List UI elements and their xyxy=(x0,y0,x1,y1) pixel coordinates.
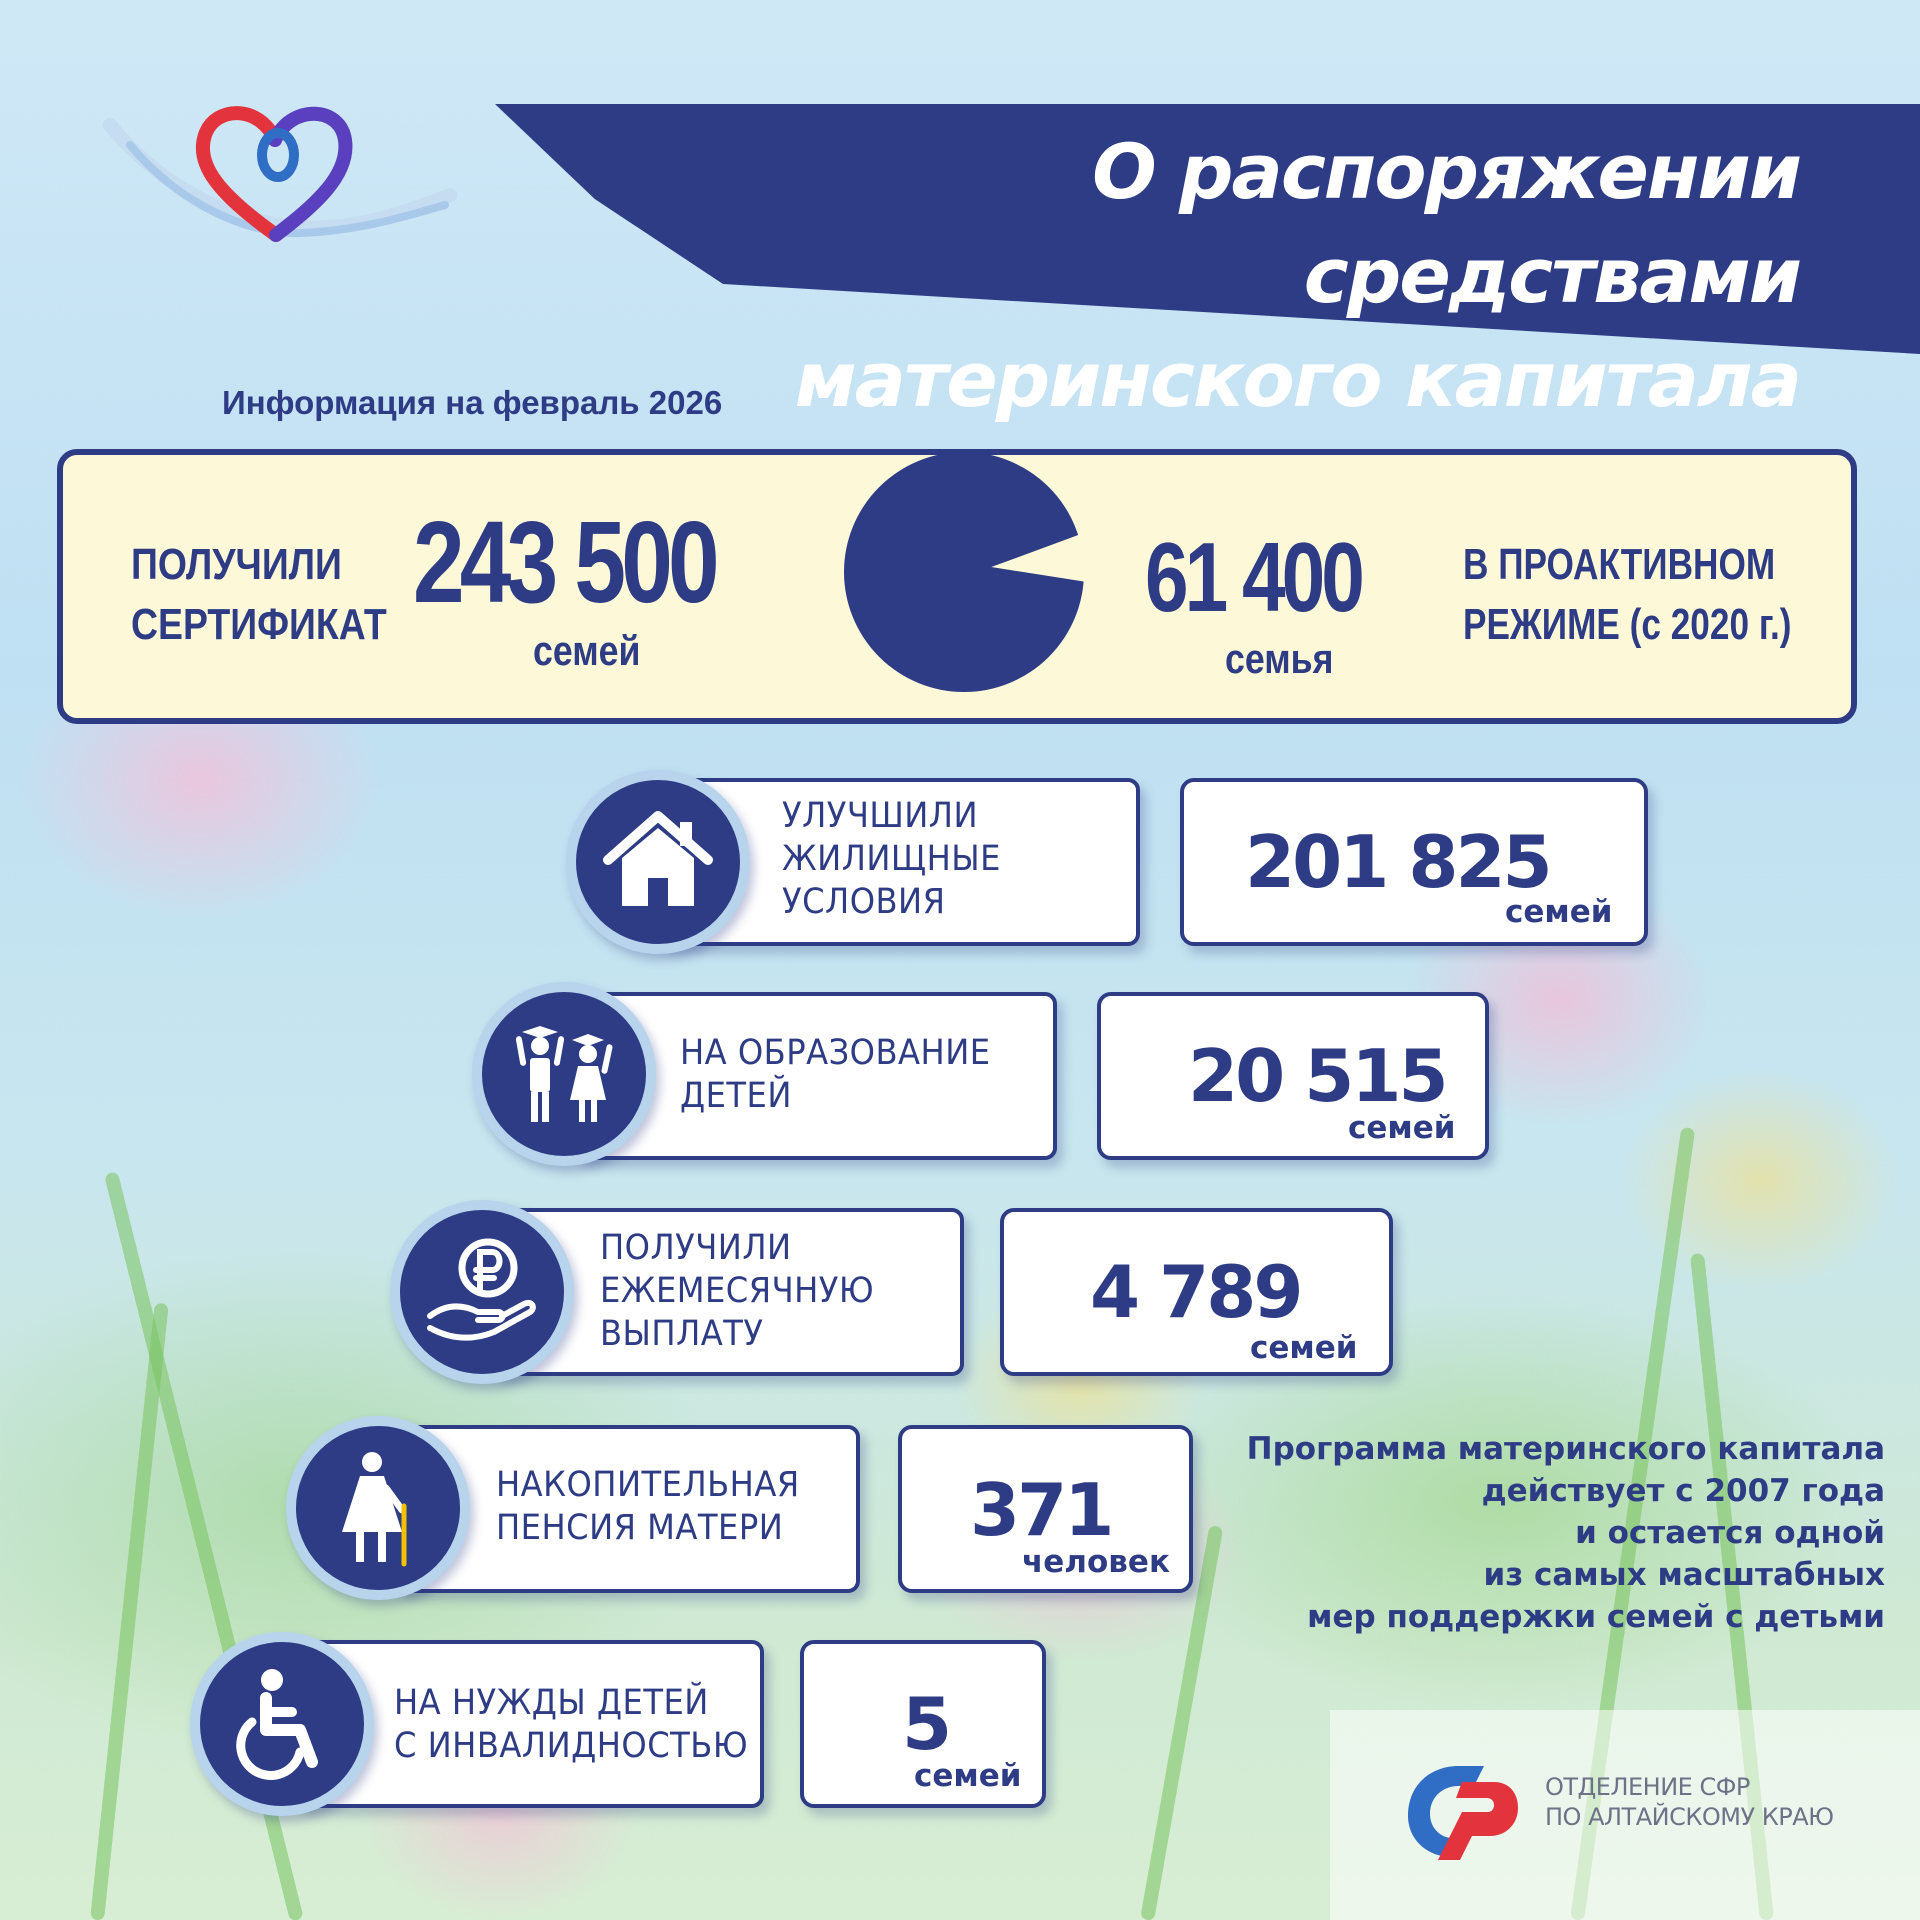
house-icon xyxy=(598,802,718,922)
housing-label-line-1: УЛУЧШИЛИ xyxy=(782,796,979,836)
proactive-unit: семья xyxy=(1225,635,1334,682)
certificate-unit: семей xyxy=(533,627,641,674)
housing-label xyxy=(782,795,1001,924)
pension-label-line-2: ПЕНСИЯ МАТЕРИ xyxy=(496,1508,784,1548)
program-note-line-2: действует с 2007 года xyxy=(1481,1473,1885,1509)
certificate-count: 243 500 xyxy=(413,497,715,627)
education-value: 20 515 xyxy=(1188,1034,1446,1118)
payment-icon-circle xyxy=(390,1200,574,1384)
sfr-logo-icon xyxy=(1398,1752,1523,1862)
title-line-1: О распоряжении средствами xyxy=(1092,127,1800,320)
payment-label xyxy=(600,1227,874,1356)
proactive-label-line-1: В ПРОАКТИВНОМ xyxy=(1463,540,1776,589)
payment-label-line-3: ВЫПЛАТУ xyxy=(600,1314,764,1354)
certificate-label-line-1: ПОЛУЧИЛИ xyxy=(131,540,342,589)
program-note-line-1: Программа материнского капитала xyxy=(1246,1431,1885,1467)
housing-icon-circle xyxy=(566,770,750,954)
elderly-woman-icon xyxy=(318,1448,438,1568)
certificate-label-line-2: СЕРТИФИКАТ xyxy=(131,600,387,649)
organization-name-line-1: ОТДЕЛЕНИЕ СФР xyxy=(1545,1773,1750,1801)
education-label xyxy=(680,1032,991,1118)
program-note-line-5: мер поддержки семей с детьми xyxy=(1307,1599,1885,1635)
pension-unit: человек xyxy=(1022,1544,1170,1580)
payment-label-line-2: ЕЖЕМЕСЯЧНУЮ xyxy=(600,1271,875,1311)
organization-name xyxy=(1545,1772,1915,1832)
education-label-line-1: НА ОБРАЗОВАНИЕ xyxy=(680,1033,991,1073)
organization-name-line-2: ПО АЛТАЙСКОМУ КРАЮ xyxy=(1545,1803,1834,1831)
program-note xyxy=(1125,1428,1885,1638)
payment-value: 4 789 xyxy=(1090,1250,1301,1334)
pension-value: 371 xyxy=(970,1468,1112,1552)
program-note-line-3: и остается одной xyxy=(1575,1515,1885,1551)
proactive-label-line-2: РЕЖИМЕ (с 2020 г.) xyxy=(1463,600,1792,649)
page-title xyxy=(600,120,1800,432)
disability-value: 5 xyxy=(902,1682,950,1766)
title-line-2: материнского капитала xyxy=(794,335,1800,424)
summary-panel xyxy=(57,449,1857,724)
bg-decoration xyxy=(90,1303,169,1920)
payment-unit: семей xyxy=(1250,1330,1358,1366)
education-label-line-2: ДЕТЕЙ xyxy=(680,1076,792,1116)
pension-label-line-1: НАКОПИТЕЛЬНАЯ xyxy=(496,1465,800,1505)
disability-icon-circle xyxy=(190,1632,374,1816)
disability-label-line-2: С ИНВАЛИДНОСТЬЮ xyxy=(394,1726,749,1766)
housing-unit: семей xyxy=(1505,894,1613,930)
education-unit: семей xyxy=(1348,1110,1456,1146)
ruble-hand-icon xyxy=(422,1232,542,1352)
pension-label xyxy=(496,1464,800,1550)
disability-unit: семей xyxy=(914,1758,1022,1794)
pension-icon-circle xyxy=(286,1416,470,1600)
proactive-count: 61 400 xyxy=(1145,522,1361,632)
heart-ribbon-logo xyxy=(100,95,460,255)
payment-label-line-1: ПОЛУЧИЛИ xyxy=(600,1228,792,1268)
proactive-label xyxy=(1463,535,1799,655)
program-note-line-4: из самых масштабных xyxy=(1483,1557,1885,1593)
housing-label-line-2: ЖИЛИЩНЫЕ xyxy=(782,839,1001,879)
disability-label-line-1: НА НУЖДЫ ДЕТЕЙ xyxy=(394,1683,709,1723)
proactive-share-pie xyxy=(839,447,1089,697)
housing-value: 201 825 xyxy=(1245,820,1550,904)
info-date: Информация на февраль 2026 xyxy=(222,384,723,421)
education-icon-circle xyxy=(472,982,656,1166)
graduates-icon xyxy=(504,1014,624,1134)
certificate-label xyxy=(131,535,386,655)
disability-label xyxy=(394,1682,748,1768)
housing-label-line-3: УСЛОВИЯ xyxy=(782,882,946,922)
wheelchair-icon xyxy=(222,1664,342,1784)
